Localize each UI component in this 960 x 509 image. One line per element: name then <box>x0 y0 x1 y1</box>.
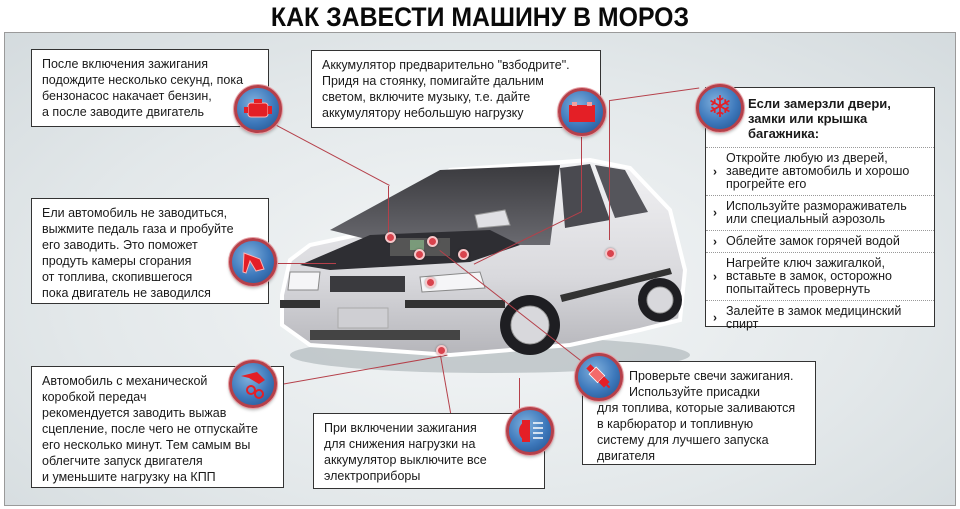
tip-line: Ели автомобиль не заводиться, <box>42 206 228 220</box>
gas-pedal-icon <box>229 238 277 286</box>
tip-line: выжмите педаль газа и пробуйте <box>42 222 234 236</box>
hotspot-dot[interactable] <box>385 232 396 243</box>
tip-fuel-pump <box>31 49 269 127</box>
hotspot-dot[interactable] <box>605 248 616 259</box>
frozen-locks-item: › Облейте замок горячей водой <box>706 230 934 252</box>
tip-line: Аккумулятор предварительно "взбодрите". <box>322 58 570 72</box>
frozen-locks-item: › Откройте любую из дверей, заведите автомобиль и хорошо прогрейте его <box>706 147 934 195</box>
tip-line: и уменьшите нагрузку на КПП <box>42 470 216 484</box>
tip-line: При включении зажигания <box>324 421 477 435</box>
tip-line: для топлива, которые заливаются <box>597 401 796 415</box>
hotspot-dot[interactable] <box>458 249 469 260</box>
clutch-pedal-icon <box>229 360 277 408</box>
hotspot-dot[interactable] <box>414 249 425 260</box>
frozen-locks-item: › Нагрейте ключ зажигалкой, вставьте в замок, осторожно попытайтесь провернуть <box>706 252 934 300</box>
frozen-locks-item: › Используйте размораживатель или специальный аэрозоль <box>706 195 934 230</box>
car-illustration <box>270 150 690 380</box>
snowflake-icon: ❄ <box>696 84 744 132</box>
tip-line: двигателя <box>597 449 656 463</box>
tip-line: систему для лучшего запуска <box>597 433 769 447</box>
chevron-right-icon: › <box>713 234 717 248</box>
connector-line <box>609 100 610 240</box>
tip-line: облегчите запуск двигателя <box>42 454 203 468</box>
frozen-locks-heading: Если замерзли двери, замки или крышка багажника: <box>748 96 891 141</box>
chevron-right-icon: › <box>713 205 717 220</box>
tip-line: в карбюратор и топливную <box>597 417 754 431</box>
tip-line: его несколько минут. Тем самым вы <box>42 438 251 452</box>
tip-line: а после заводите двигатель <box>42 105 205 119</box>
connector-line <box>388 186 389 236</box>
spark-plug-icon <box>575 353 623 401</box>
tip-line: Проверьте свечи зажигания. <box>629 369 794 383</box>
tip-line: Придя на стоянку, помигайте дальним <box>322 74 544 88</box>
hotspot-dot[interactable] <box>436 345 447 356</box>
chevron-right-icon: › <box>713 310 717 325</box>
connector-line <box>581 136 582 212</box>
tip-line: сцепление, после чего не отпускайте <box>42 422 258 436</box>
engine-icon <box>234 85 282 133</box>
chevron-right-icon: › <box>713 164 717 178</box>
tip-line: После включения зажигания <box>42 57 209 71</box>
tip-line: коробкой передач <box>42 390 147 404</box>
tip-frozen-locks <box>705 87 935 331</box>
headlight-icon <box>506 407 554 455</box>
tip-line: его заводить. Это поможет <box>42 238 198 252</box>
tip-line: рекомендуется заводить выжав <box>42 406 227 420</box>
tip-line: бензонасос накачает бензин, <box>42 89 212 103</box>
frozen-locks-item: › Залейте в замок медицинский спирт <box>706 300 934 335</box>
tip-line: светом, включите музыку, т.е. дайте <box>322 90 531 104</box>
tip-line: подождите несколько секунд, пока <box>42 73 244 87</box>
tip-line: аккумулятору небольшую нагрузку <box>322 106 524 120</box>
chevron-right-icon: › <box>713 269 717 283</box>
page-title: КАК ЗАВЕСТИ МАШИНУ В МОРОЗ <box>270 2 690 32</box>
tip-line: аккумулятор выключите все <box>324 453 487 467</box>
tip-line: электроприборы <box>324 469 421 483</box>
tip-line: пока двигатель не заводился <box>42 286 211 300</box>
tip-line: Автомобиль с механической <box>42 374 208 388</box>
hotspot-dot[interactable] <box>427 236 438 247</box>
connector-line <box>276 263 336 264</box>
tip-line: от топлива, скопившегося <box>42 270 193 284</box>
tip-line: для снижения нагрузки на <box>324 437 476 451</box>
hotspot-dot[interactable] <box>425 277 436 288</box>
battery-icon <box>558 88 606 136</box>
tip-line: продуть камеры сгорания <box>42 254 192 268</box>
tip-line: Используйте присадки <box>629 385 760 399</box>
